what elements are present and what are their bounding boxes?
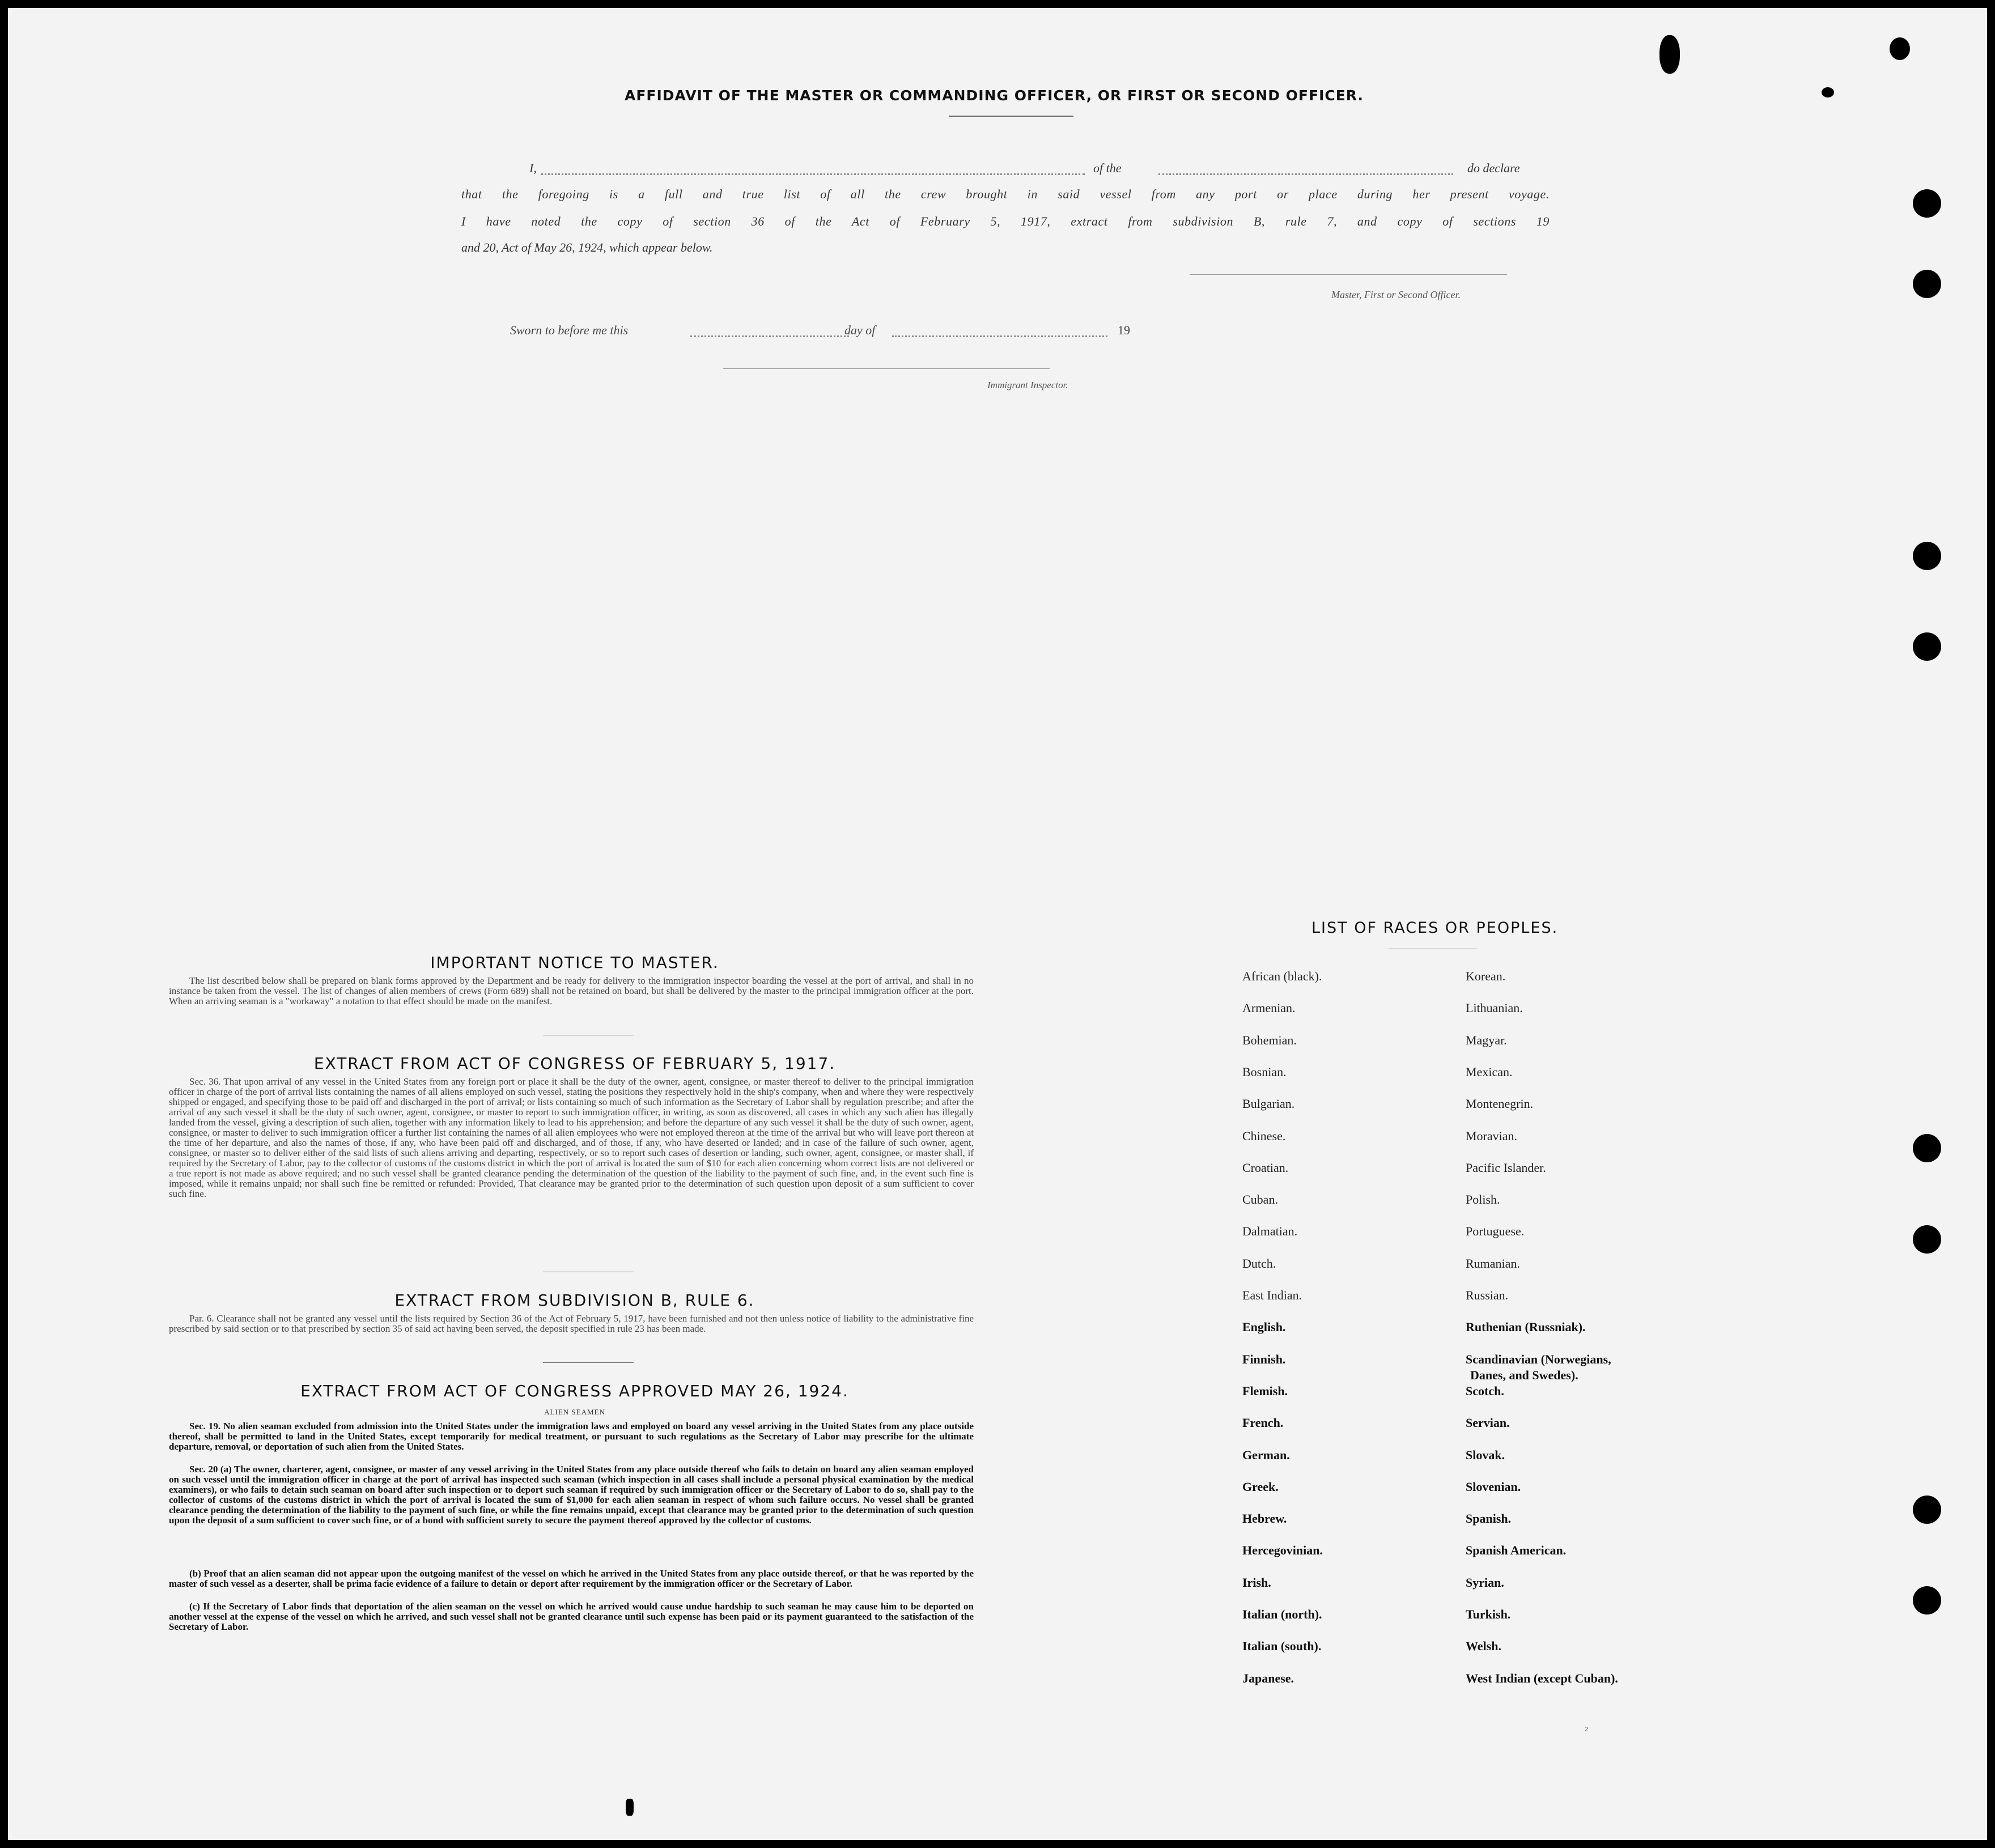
- ink-blot: [626, 1799, 634, 1816]
- race-item-right: Syrian.: [1466, 1575, 1504, 1590]
- sworn-day: day of: [844, 323, 876, 337]
- inspector-signature-label: Immigrant Inspector.: [987, 380, 1068, 390]
- race-item-left: Bosnian.: [1242, 1064, 1287, 1079]
- extract-1924-title: EXTRACT FROM ACT OF CONGRESS APPROVED MAY 26, 1924.: [300, 1382, 849, 1400]
- master-signature-label: Master, First or Second Officer.: [1331, 289, 1461, 300]
- month-blank: [892, 335, 1107, 337]
- race-scandinavian-continued: Danes, and Swedes).: [1470, 1368, 1578, 1382]
- affidavit-line1-start: I,: [529, 161, 537, 175]
- subdivision-b-title: EXTRACT FROM SUBDIVISION B, RULE 6.: [394, 1291, 755, 1310]
- race-item-right: Korean.: [1466, 969, 1506, 983]
- race-item-right: Rumanian.: [1466, 1256, 1520, 1271]
- affidavit-line2: that the foregoing is a full and true list of all the crew brought in said vessel from any port or place during her present voyage.: [461, 187, 1550, 201]
- affidavit-title: AFFIDAVIT OF THE MASTER OR COMMANDING OFFICER, OR FIRST OR SECOND OFFICER.: [624, 87, 1364, 104]
- day-blank: [690, 335, 849, 337]
- punch-hole: [1913, 1496, 1941, 1524]
- race-item-left: Chinese.: [1242, 1128, 1286, 1143]
- race-item-right: Magyar.: [1466, 1033, 1507, 1047]
- race-item-right: Mexican.: [1466, 1064, 1513, 1079]
- subdivision-b-body: Par. 6. Clearance shall not be granted any vessel until the lists required by Section 36 of the Act of February 5, 1917, have been furnished and not then unless notice of liability to the administrative fine prescribed by said section or to that prescribed by section 35 of said act having been served, the deposit specified in rule 23 has been made.: [169, 1313, 974, 1334]
- race-item-right: Spanish American.: [1466, 1543, 1567, 1558]
- race-item-left: Italian (north).: [1242, 1607, 1322, 1621]
- race-item-right: Polish.: [1466, 1192, 1500, 1207]
- sec-19-body: Sec. 19. No alien seaman excluded from admission into the United States under the immigration laws and employed on board any vessel arriving in the United States from any place outside thereof, shall be permitted to land in the United States, except temporarily for medical treatment, or pursuant to such regulations as the Secretary of Labor may prescribe for the ultimate departure, removal, or deportation of such alien from the United States.: [169, 1421, 974, 1452]
- race-item-left: Italian (south).: [1242, 1639, 1322, 1654]
- race-item-right: West Indian (except Cuban).: [1466, 1671, 1618, 1685]
- punch-hole: [1913, 1586, 1941, 1615]
- affidavit-line4: and 20, Act of May 26, 1924, which appear below.: [461, 240, 713, 254]
- race-item-right: Ruthenian (Russniak).: [1466, 1320, 1586, 1335]
- race-item-left: Croatian.: [1242, 1160, 1289, 1175]
- race-item-left: Hercegovinian.: [1242, 1543, 1323, 1558]
- race-item-left: Bohemian.: [1242, 1033, 1297, 1047]
- ink-blot: [1659, 35, 1680, 74]
- race-item-right: Lithuanian.: [1466, 1001, 1523, 1016]
- races-title: LIST OF RACES OR PEOPLES.: [1311, 919, 1559, 937]
- divider: [949, 116, 1073, 117]
- alien-seamen-subtitle: ALIEN SEAMEN: [544, 1408, 605, 1416]
- sec-20b-body: (b) Proof that an alien seaman did not appear upon the outgoing manifest of the vessel on which he arrived in the United States from any place outside thereof, or that he was reported by the master of such vessel as a deserter, shall be prima facie evidence of a failure to detain or deport after requirement by the immigration officer or the Secretary of Labor.: [169, 1568, 974, 1589]
- race-item-left: African (black).: [1242, 969, 1322, 983]
- ink-blot: [1822, 87, 1834, 97]
- punch-hole: [1913, 542, 1941, 570]
- signature-line: [1190, 274, 1507, 275]
- extract-1917-title: EXTRACT FROM ACT OF CONGRESS OF FEBRUARY 5, 1917.: [313, 1054, 836, 1073]
- notice-body: The list described below shall be prepared on blank forms approved by the Department and be ready for delivery to the immigration inspector boarding the vessel at the port of arrival, and shall in no instance be taken from the vessel. The list of changes of alien members of crews (Form 689) shall not be retained on board, but shall be delivered by the master to the principal immigration officer at the port. When an arriving seaman is a "workaway" a notation to that effect should be made on the manifest.: [169, 975, 974, 1006]
- race-item-right: Welsh.: [1466, 1639, 1501, 1654]
- sworn-start: Sworn to before me this: [510, 323, 629, 337]
- sec-20a-body: Sec. 20 (a) The owner, charterer, agent, consignee, or master of any vessel arriving in the United States from any place outside thereof who fails to detain on board any alien seaman employed on such vessel until the immigration officer in charge at the port of arrival has inspected such seaman (which inspection in all cases shall include a personal physical examination by the medical examiners), or who fails to detain such seaman on board after such inspection or to deport such seaman if required by such immigration officer or the Secretary of Labor to do so, shall pay to the collector of customs of the customs district in which the port of arrival is located the sum of $1,000 for each alien seaman in respect of whom such failure occurs. No vessel shall be granted clearance pending the determination of the liability to the payment of such fine, or while the fine remains unpaid, except that clearance may be granted prior to the determination of such question upon the deposit of a sum sufficient to cover such fine, or of a bond with sufficient surety to secure the payment thereof approved by the collector of customs.: [169, 1464, 974, 1526]
- race-item-left: East Indian.: [1242, 1288, 1302, 1302]
- race-item-left: German.: [1242, 1447, 1290, 1462]
- punch-hole: [1913, 270, 1941, 298]
- ink-blot: [1890, 37, 1910, 60]
- punch-hole: [1913, 632, 1941, 661]
- race-item-right: Turkish.: [1466, 1607, 1511, 1621]
- name-blank: [541, 173, 1085, 175]
- race-item-right: Servian.: [1466, 1416, 1510, 1430]
- race-item-right: Portuguese.: [1466, 1224, 1525, 1239]
- affidavit-line1-end: do declare: [1467, 161, 1520, 175]
- race-item-left: Finnish.: [1242, 1352, 1286, 1366]
- race-item-right: Russian.: [1466, 1288, 1509, 1302]
- race-item-right: Slovenian.: [1466, 1479, 1521, 1494]
- race-item-right: Scandinavian (Norwegians,: [1466, 1352, 1611, 1366]
- race-item-left: Irish.: [1242, 1575, 1271, 1590]
- race-item-left: Greek.: [1242, 1479, 1279, 1494]
- race-item-left: Dalmatian.: [1242, 1224, 1298, 1239]
- extract-1917-body: Sec. 36. That upon arrival of any vessel in the United States from any foreign port or place it shall be the duty of the owner, agent, consignee, or master thereof to deliver to the principal immigration officer in charge of the port of arrival lists containing the names of all aliens employed on such vessel, stating the positions they respectively hold in the ship's company, when and where they were respectively shipped or engaged, and specifying those to be paid off and discharged in the port of arrival; or lists containing so much of such information as the Secretary of Labor shall by regulation prescribe; and after the arrival of any such vessel it shall be the duty of such owner, agent, consignee, or master to report to such immigration officer, in writing, as soon as discovered, all cases in which any such alien has illegally landed from the vessel, giving a description of such alien, together with any information likely to lead to his apprehension; and before the departure of any such vessel it shall be the duty of such owner, agent, consignee, or master to deliver to such immigration officer a further list containing the names of all alien employees who were not employed thereon at the time of the arrival but who will leave port thereon at the time of her departure, and also the names of those, if any, who have been paid off and discharged, and of those, if any, who have deserted or landed; and in case of the failure of such owner, agent, consignee, or master so to deliver either of the said lists of such aliens arriving and departing, respectively, or so to report such cases of desertion or landing, such owner, agent, consignee, or master shall, if required by the Secretary of Labor, pay to the collector of customs of the customs district in which the port of arrival is located the sum of $10 for each alien concerning whom correct lists are not delivered or a true report is not made as above required; and no such vessel shall be granted clearance pending the determination of the question of the liability to the payment of such fine, and, in the event such fine is imposed, while it remains unpaid; nor shall such fine be remitted or refunded: Provided, That clearance may be granted prior to the determination of such question upon deposit of a sum sufficient to cover such fine.: [169, 1076, 974, 1199]
- race-item-left: Flemish.: [1242, 1383, 1288, 1398]
- race-item-right: Moravian.: [1466, 1128, 1518, 1143]
- punch-hole: [1913, 1134, 1941, 1162]
- vessel-blank: [1158, 173, 1453, 175]
- punch-hole: [1913, 1225, 1941, 1254]
- divider: [543, 1362, 634, 1363]
- race-item-left: Dutch.: [1242, 1256, 1276, 1271]
- race-item-left: Bulgarian.: [1242, 1097, 1295, 1111]
- race-item-left: Armenian.: [1242, 1001, 1296, 1016]
- race-item-left: English.: [1242, 1320, 1286, 1335]
- sworn-year: 19: [1118, 323, 1130, 337]
- race-item-left: French.: [1242, 1416, 1284, 1430]
- punch-hole: [1913, 189, 1941, 218]
- race-item-right: Spanish.: [1466, 1511, 1512, 1526]
- page-number: 2: [1585, 1725, 1588, 1733]
- race-item-left: Cuban.: [1242, 1192, 1278, 1207]
- document-page: [8, 8, 1987, 1840]
- affidavit-line3: I have noted the copy of section 36 of the Act of February 5, 1917, extract from subdivision B, rule 7, and copy of sections 19: [461, 214, 1550, 228]
- race-item-left: Japanese.: [1242, 1671, 1294, 1685]
- affidavit-line1-mid: of the: [1093, 161, 1122, 175]
- race-item-right: Scotch.: [1466, 1383, 1504, 1398]
- race-item-left: Hebrew.: [1242, 1511, 1287, 1526]
- race-item-right: Pacific Islander.: [1466, 1160, 1546, 1175]
- race-item-right: Slovak.: [1466, 1447, 1505, 1462]
- notice-title: IMPORTANT NOTICE TO MASTER.: [430, 953, 719, 972]
- inspector-signature-line: [723, 368, 1050, 369]
- race-item-right: Montenegrin.: [1466, 1097, 1534, 1111]
- sec-20c-body: (c) If the Secretary of Labor finds that deportation of the alien seaman on the vessel on which he arrived would cause undue hardship to such seaman he may cause him to be deported on another vessel at the expense of the vessel on which he arrived, and such vessel shall not be granted clearance until such expense has been paid or its payment guaranteed to the satisfaction of the Secretary of Labor.: [169, 1601, 974, 1632]
